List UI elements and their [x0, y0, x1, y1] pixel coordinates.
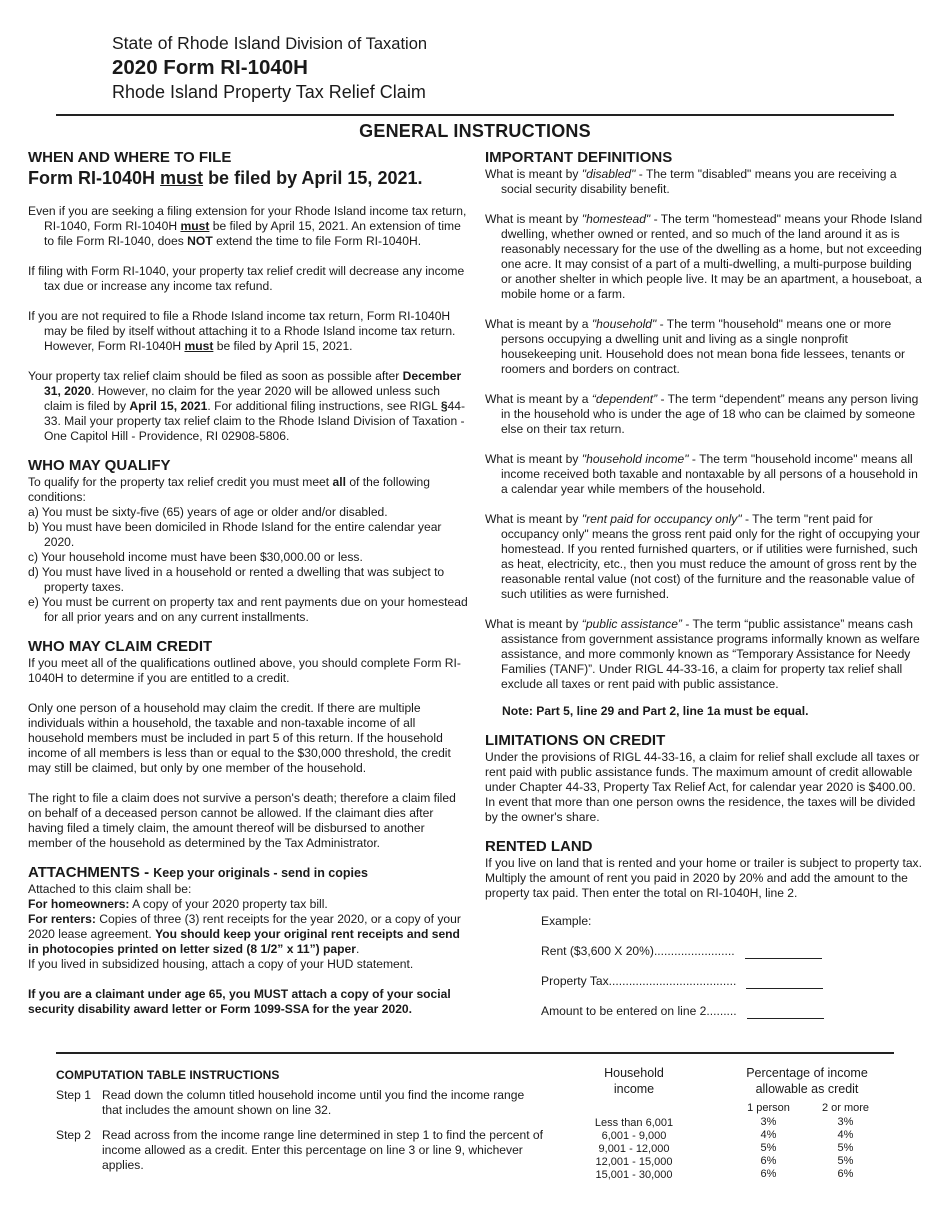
deadline-must: must	[160, 168, 204, 188]
pct-cell: 6%	[760, 1155, 777, 1167]
ft-a: Your property tax relief claim should be filed as soon as possible after	[28, 369, 403, 383]
nr-a: If you are not required to file a Rhode Island income tax return, Form RI-1040H may be filed by itself without attaching it to a Rhode Island income tax return. However, Form RI-1040H	[28, 309, 456, 353]
ext-must: must	[180, 219, 210, 233]
renters-line	[28, 912, 468, 957]
ft-b: . However, no claim for the year 2020 will be allowed unless such claim is filed by	[44, 384, 440, 413]
qualify-item: d) You must have lived in a household or rented a dwelling that was subject to property taxes.	[28, 565, 445, 594]
general-instructions-title: GENERAL INSTRUCTIONS	[359, 121, 591, 141]
filing-deadline-statement	[28, 167, 468, 190]
definition-term: “dependent”	[591, 392, 658, 406]
definition-item	[485, 212, 925, 302]
definition-item	[485, 512, 925, 602]
who-claim-heading: WHO MAY CLAIM CREDIT	[28, 638, 213, 655]
definition-text: - The term "disabled" means you are receiving a social security disability benefit.	[501, 167, 897, 196]
definition-text: - The term "household income" means all income received both taxable and nontaxable by all persons of a household in a calendar year while members of the household.	[501, 452, 918, 496]
limitations-heading: LIMITATIONS ON CREDIT	[485, 732, 666, 749]
pct-cell: 3%	[837, 1116, 854, 1128]
ext-a: Even if you are seeking a filing extension for your Rhode Island income tax return, RI-1040, Form RI-1040H	[28, 204, 467, 233]
property-tax-line: Property Tax......................................	[541, 974, 737, 988]
qi-a: To qualify for the property tax relief credit you must meet	[28, 475, 333, 489]
step-2	[56, 1128, 556, 1173]
step-text: Read down the column titled household income until you find the income range that includes the amount shown on line 32.	[102, 1088, 525, 1117]
definition-text: - The term “public assistance” means cash assistance from government assistance programs informally known as welfare assistance, and more commonly known as “Temporary Assistance for Needy Families (TANF)”. Under RIGL 44-33-16, a claim for property tax relief shall exclude all taxes or rent paid with public assistance.	[501, 617, 920, 691]
limitations-text: Under the provisions of RIGL 44-33-16, a claim for relief shall exclude all taxes or rent paid with public assistance funds. The maximum amount of credit allowable under Chapter 44-33, Property Tax Relief Act, for calendar year 2020 is $400.00. In event that more than one person owns the residence, the taxes will be divided by the owner's share.	[485, 750, 920, 824]
income-range: 6,001 - 9,000	[601, 1130, 667, 1142]
income-range: 15,001 - 30,000	[595, 1169, 673, 1181]
definition-text: - The term “dependent” means any person living in the household who is under the age of 18 who can be claimed by someone else on their tax return.	[501, 392, 919, 436]
right-column	[485, 149, 925, 1019]
ft-d: 44-33. Mail your property tax relief claim to the Rhode Island Division of Taxation - One Capitol Hill - Providence, RI 02908-5806.	[44, 399, 466, 443]
line2-amount-line: Amount to be entered on line 2.........	[541, 1004, 737, 1018]
definition-text: - The term "rent paid for occupancy only" means the gross rent paid only for the right of occupying your homestead. If you rented furnished quarters, or if utilities were furnished, such as heat, electricity, etc., then you must reduce the amount of gross rent by the reasonable rental value (not cost) of the furniture and the reasonable value of such utilities as were furnished.	[501, 512, 921, 601]
renters-end: .	[355, 942, 360, 956]
income-range: 9,001 - 12,000	[598, 1143, 670, 1155]
agency-line	[112, 33, 427, 55]
ft-c: . For additional filing instructions, see RIGL	[207, 399, 441, 413]
ft-date2: April 15, 2021	[129, 399, 208, 413]
definition-item	[485, 317, 925, 377]
definition-term: "household income"	[581, 452, 689, 466]
computation-instructions	[56, 1068, 556, 1183]
definition-prefix: What is meant by	[485, 167, 582, 181]
rent-blank	[745, 947, 822, 959]
definition-item	[485, 167, 925, 197]
computation-divider	[56, 1052, 894, 1054]
definition-item	[485, 617, 925, 692]
ft-section-symbol: §	[440, 399, 448, 413]
pct-cell: 5%	[837, 1155, 854, 1167]
definition-prefix: What is meant by a	[485, 392, 592, 406]
definition-item	[485, 392, 925, 437]
pct-cell: 3%	[760, 1116, 777, 1128]
income-range: 12,001 - 15,000	[595, 1156, 673, 1168]
percentage-header: Percentage of income allowable as credit	[746, 1066, 868, 1096]
att-heading-main: ATTACHMENTS -	[28, 864, 154, 881]
example-row	[541, 959, 925, 989]
example-row	[541, 929, 925, 959]
nr-must: must	[184, 339, 214, 353]
qualify-item: e) You must be current on property tax and rent payments due on your homestead for all prior years and on any current installments.	[28, 595, 468, 624]
definition-prefix: What is meant by	[485, 452, 582, 466]
percentage-subcolumns	[730, 1102, 884, 1181]
definition-text: - The term "homestead" means your Rhode Island dwelling, whether owned or rented, and so much of the land around it as is reasonably necessary for the use of the dwelling as a home, but not exceeding one acre. It may consist of a part of a multi-dwelling, a multi-purpose building or another shelter in which people live. It may be an apartment, a houseboat, a mobile home or a farm.	[501, 212, 923, 301]
renters-label: For renters:	[28, 912, 96, 926]
form-subtitle: Rhode Island Property Tax Relief Claim	[112, 82, 426, 102]
step-label: Step 2	[56, 1128, 91, 1142]
pct-cell: 5%	[837, 1142, 854, 1154]
example-label-row	[541, 901, 925, 929]
one-person-column	[730, 1102, 807, 1181]
line2-amount-blank	[747, 1007, 824, 1019]
header-divider	[56, 114, 894, 116]
property-tax-blank	[746, 977, 823, 989]
deadline-text-a: Form RI-1040H	[28, 168, 161, 188]
ext-b: be filed by April 15, 2021. An extension of time to file Form RI-1040, does	[44, 219, 461, 248]
definition-item	[485, 452, 925, 497]
definition-text: - The term "household" means one or more persons occupying a dwelling unit and living as a single nonprofit housekeeping unit. Household does not mean bona fide lessees, tenants or roomers and borders on contract.	[501, 317, 906, 376]
step-label: Step 1	[56, 1088, 91, 1102]
rent-line: Rent ($3,600 X 20%)........................	[541, 944, 735, 958]
form-title: 2020 Form RI-1040H	[112, 56, 308, 79]
nr-b: be filed by April 15, 2021.	[213, 339, 353, 353]
definition-term: "homestead"	[581, 212, 651, 226]
not-required-paragraph	[28, 309, 468, 354]
definition-term: "disabled"	[581, 167, 636, 181]
ri1040-paragraph: If filing with Form RI-1040, your property tax relief credit will decrease any income tax due or increase any income tax refund.	[28, 264, 465, 293]
example-row	[541, 989, 925, 1019]
income-range: Less than 6,001	[594, 1117, 674, 1129]
claim-paragraph-1: If you meet all of the qualifications outlined above, you should complete Form RI-1040H to determine if you are entitled to a credit.	[28, 656, 461, 685]
when-where-heading: WHEN AND WHERE TO FILE	[28, 149, 232, 166]
definitions-list	[485, 167, 925, 692]
qi-all: all	[332, 475, 346, 489]
definition-term: "rent paid for occupancy only"	[581, 512, 742, 526]
attachments-heading	[28, 864, 468, 882]
step-1	[56, 1088, 556, 1118]
rented-land-heading: RENTED LAND	[485, 838, 593, 855]
ext-not: NOT	[187, 234, 213, 248]
qualify-item: a) You must be sixty-five (65) years of age or older and/or disabled.	[28, 505, 388, 519]
qualify-item: c) Your household income must have been $30,000.00 or less.	[28, 550, 363, 564]
filing-timing-paragraph	[28, 369, 468, 444]
claim-paragraph-2: Only one person of a household may claim the credit. If there are multiple individuals within a household, the taxable and non-taxable income of all household members must be included in part 5 of this return. If the household income of all members is less than or equal to the $30,000 threshold, the credit may still be claimed, but only by one member of the household.	[28, 701, 451, 775]
pct-cell: 5%	[760, 1142, 777, 1154]
who-qualify-heading: WHO MAY QUALIFY	[28, 457, 171, 474]
attachments-intro: Attached to this claim shall be:	[28, 882, 192, 896]
hud-line: If you lived in subsidized housing, attach a copy of your HUD statement.	[28, 957, 414, 971]
one-person-header: 1 person	[747, 1102, 790, 1114]
definition-prefix: What is meant by	[485, 512, 582, 526]
state-name: State of Rhode Island	[112, 33, 281, 53]
pct-cell: 4%	[760, 1129, 777, 1141]
household-income-header: Household income	[604, 1066, 664, 1096]
extension-paragraph	[28, 204, 468, 249]
step-text: Read across from the income range line determined in step 1 to find the percent of income allowed as a credit. Enter this percentage on line 3 or line 9, whichever applies.	[102, 1128, 543, 1172]
rented-land-text: If you live on land that is rented and your home or trailer is subject to property tax. Multiply the amount of rent you paid in 2020 by 20% and add the amount to the property tax paid. Then enter the total on RI-1040H, line 2.	[485, 856, 922, 900]
qualify-intro	[28, 475, 468, 505]
homeowners-text: A copy of your 2020 property tax bill.	[129, 897, 328, 911]
ft-date1: December 31, 2020	[44, 369, 462, 398]
pct-cell: 6%	[837, 1168, 854, 1180]
definition-prefix: What is meant by	[485, 212, 582, 226]
rented-land-example	[541, 901, 925, 1019]
qualify-item: b) You must have been domiciled in Rhode Island for the entire calendar year 2020.	[28, 520, 442, 549]
definition-term: "household"	[591, 317, 657, 331]
example-label: Example:	[541, 914, 592, 928]
household-income-column	[575, 1066, 693, 1182]
deadline-text-b: be filed by April 15, 2021.	[203, 168, 423, 188]
definition-prefix: What is meant by	[485, 617, 582, 631]
pct-cell: 6%	[760, 1168, 777, 1180]
form-header	[112, 33, 427, 104]
renters-text: Copies of three (3) rent receipts for the year 2020, or a copy of your 2020 lease agreement.	[28, 912, 461, 941]
two-or-more-header: 2 or more	[821, 1102, 870, 1114]
homeowners-label: For homeowners:	[28, 897, 130, 911]
renters-bold: You should keep your original rent receipts and send in photocopies printed on letter sized (8 1/2” x 11”) paper	[28, 927, 460, 956]
equal-lines-note: Note: Part 5, line 29 and Part 2, line 1a must be equal.	[502, 704, 809, 718]
ext-c: extend the time to file Form RI-1040H.	[212, 234, 422, 248]
two-or-more-column	[807, 1102, 884, 1181]
left-column	[28, 149, 468, 1017]
definition-prefix: What is meant by a	[485, 317, 592, 331]
att-heading-sub: Keep your originals - send in copies	[153, 866, 368, 880]
homeowners-line	[28, 897, 468, 912]
definition-term: “public assistance”	[581, 617, 682, 631]
division-name: Division of Taxation	[285, 35, 428, 53]
claim-paragraph-3: The right to file a claim does not survive a person's death; therefore a claim filed on behalf of a deceased person cannot be allowed. If the claimant dies after having filed a timely claim, the amount thereof will be disbursed to another member of the household as determined by the Tax Administrator.	[28, 791, 456, 850]
under65-notice: If you are a claimant under age 65, you MUST attach a copy of your social security disability award letter or Form 1099-SSA for the year 2020.	[28, 987, 451, 1016]
qi-b: of the following conditions:	[28, 475, 430, 504]
definitions-heading: IMPORTANT DEFINITIONS	[485, 149, 673, 166]
pct-cell: 4%	[837, 1129, 854, 1141]
percentage-column	[730, 1066, 884, 1181]
computation-title: COMPUTATION TABLE INSTRUCTIONS	[56, 1068, 280, 1082]
income-ranges	[575, 1117, 693, 1182]
